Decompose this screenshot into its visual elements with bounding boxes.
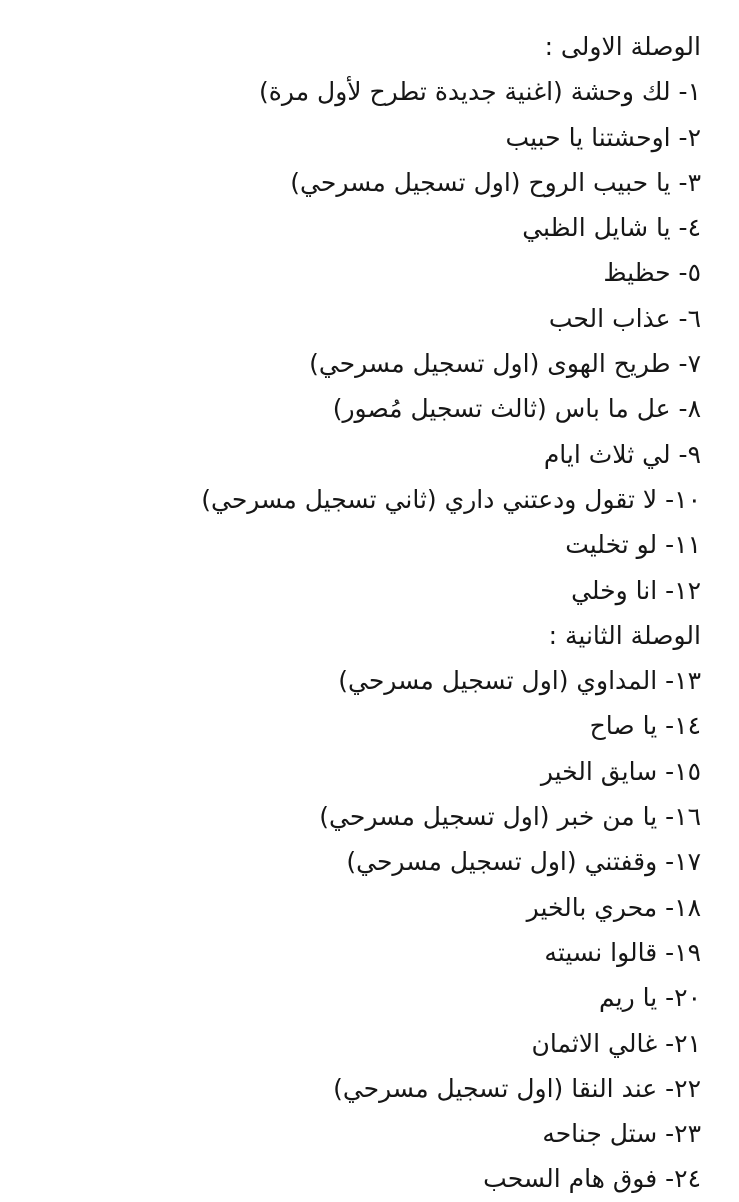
section-heading-second: الوصلة الثانية : [548, 620, 701, 650]
song-item-4: ٤- يا شايل الظبي [522, 213, 701, 243]
song-item-21: ٢١- غالي الاثمان [531, 1028, 701, 1058]
song-item-18: ١٨- محري بالخير [526, 892, 701, 922]
setlist-document [38, 24, 701, 1202]
song-item-8: ٨- عل ما باس (ثالث تسجيل مُصور) [332, 394, 701, 424]
song-item-13: ١٣- المداوي (اول تسجيل مسرحي) [338, 666, 701, 696]
song-item-23: ٢٣- ستل جناحه [542, 1119, 701, 1149]
song-item-16: ١٦- يا من خبر (اول تسجيل مسرحي) [319, 802, 701, 832]
song-item-15: ١٥- سايق الخير [540, 756, 701, 786]
song-item-1: ١- لك وحشة (اغنية جديدة تطرح لأول مرة) [259, 77, 701, 107]
song-item-5: ٥- حظيظ [603, 258, 701, 288]
song-item-20: ٢٠- يا ريم [598, 983, 701, 1013]
song-item-22: ٢٢- عند النقا (اول تسجيل مسرحي) [333, 1073, 701, 1103]
section-heading-first: الوصلة الاولى : [544, 32, 701, 61]
song-item-7: ٧- طريح الهوى (اول تسجيل مسرحي) [309, 349, 701, 379]
song-item-6: ٦- عذاب الحب [548, 303, 701, 333]
song-item-12: ١٢- انا وخلي [571, 575, 701, 605]
song-item-9: ٩- لي ثلاث ايام [543, 439, 701, 469]
song-item-17: ١٧- وقفتني (اول تسجيل مسرحي) [346, 847, 701, 877]
song-item-2: ٢- اوحشتنا يا حبيب [505, 122, 701, 152]
song-item-24: ٢٤- فوق هام السحب [483, 1164, 701, 1194]
song-item-3: ٣- يا حبيب الروح (اول تسجيل مسرحي) [290, 167, 701, 197]
song-item-14: ١٤- يا صاح [589, 711, 701, 741]
song-item-19: ١٩- قالوا نسيته [544, 937, 701, 967]
song-item-10: ١٠- لا تقول ودعتني داري (ثاني تسجيل مسرحي) [201, 484, 701, 514]
song-item-11: ١١- لو تخليت [565, 530, 701, 560]
